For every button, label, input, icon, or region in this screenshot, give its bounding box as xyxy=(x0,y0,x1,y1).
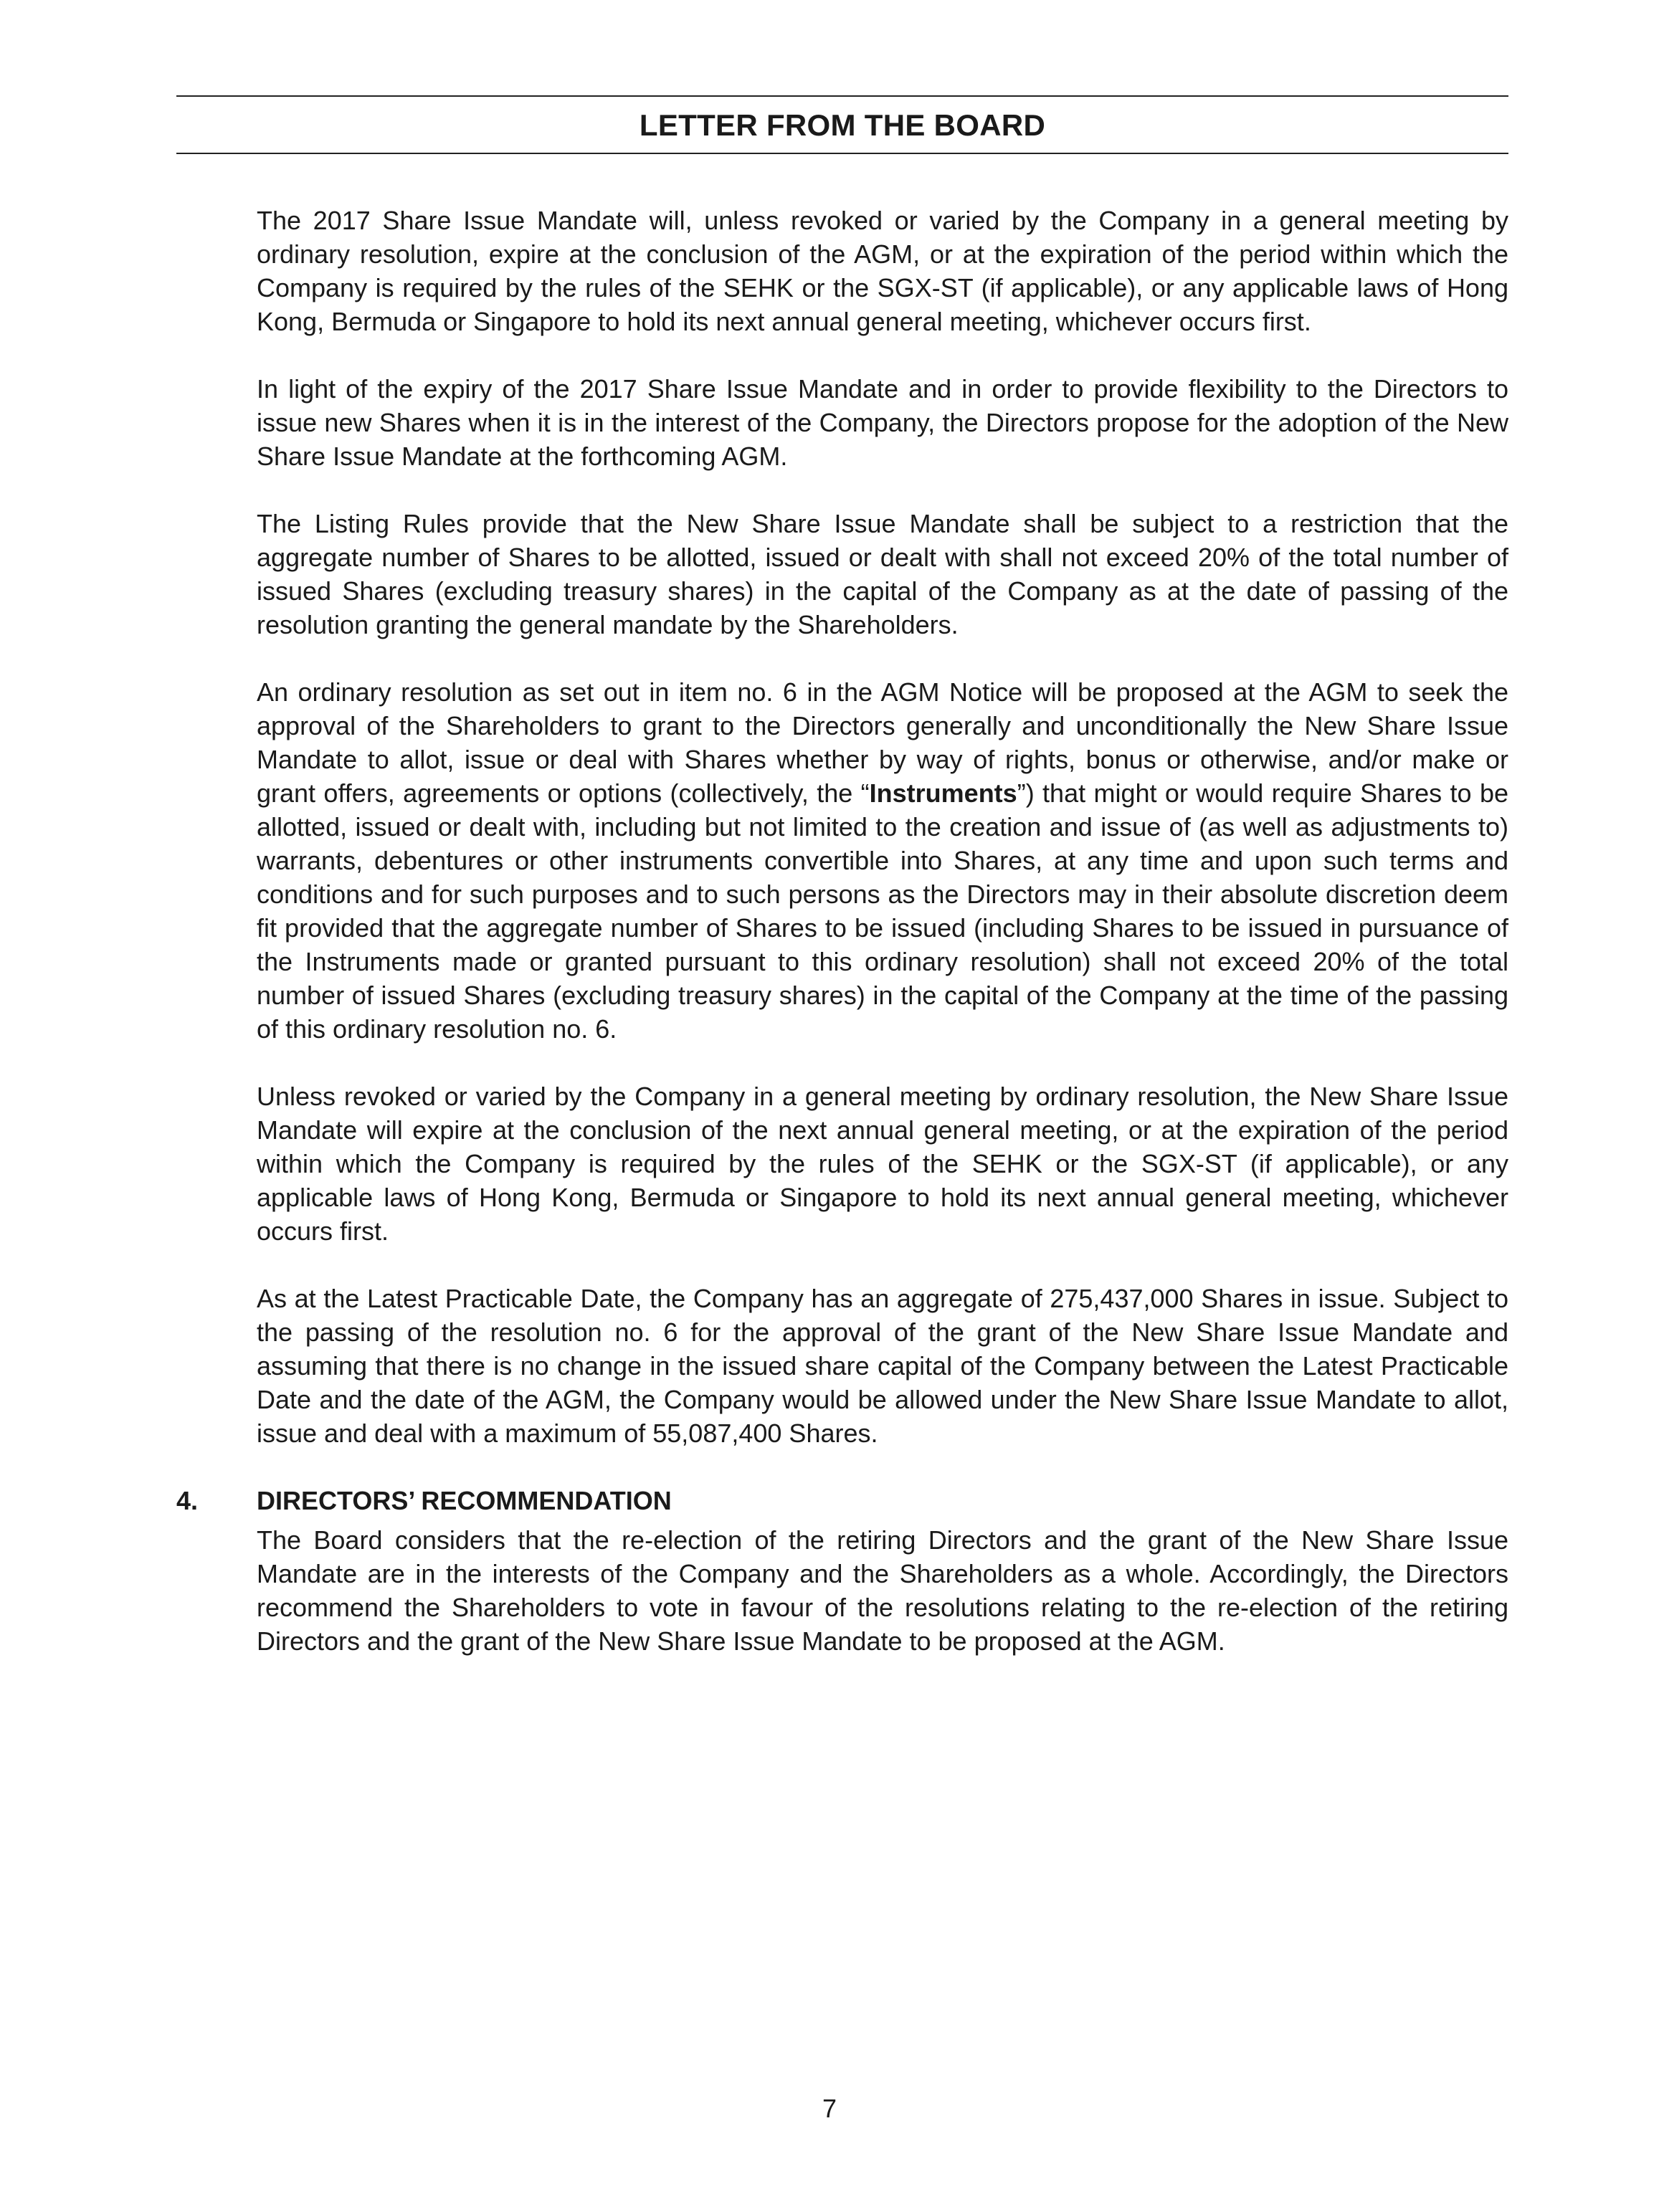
resolution-text-after: ”) that might or would require Shares to be allotted, issued or dealt with, including but not limited to the creation and issue of (as well as adjustments to) warrants, debentures or other instruments convertible into Shares, at any time and upon such terms and conditions and for such purposes and to such persons as the Directors may in their absolute discretion deem fit provided that the aggregate number of Shares to be issued (including Shares to be issued in pursuance of the Instruments made or granted pursuant to this ordinary resolution) shall not exceed 20% of the total number of issued Shares (excluding treasury shares) in the capital of the Company at the time of the passing of this ordinary resolution no. 6. xyxy=(257,778,1508,1044)
paragraph-ordinary-resolution xyxy=(257,675,1508,1046)
letter-body xyxy=(176,204,1508,1692)
page-number: 7 xyxy=(822,2094,837,2123)
section-number: 4. xyxy=(176,1486,199,1515)
page-title: LETTER FROM THE BOARD xyxy=(639,108,1046,142)
paragraph-new-mandate-proposal: In light of the expiry of the 2017 Share Issue Mandate and in order to provide flexibility to the Directors to issue new Shares when it is in the interest of the Company, the Directors propose for the adoption of the New Share Issue Mandate at the forthcoming AGM. xyxy=(257,374,1508,471)
paragraph-mandate-expiry: The 2017 Share Issue Mandate will, unless revoked or varied by the Company in a general meeting by ordinary resolution, expire at the conclusion of the AGM, or at the expiration of the period within which the Company is required by the rules of the SEHK or the SGX-ST (if applicable), or any applicable laws of Hong Kong, Bermuda or Singapore to hold its next annual general meeting, whichever occurs first. xyxy=(257,206,1508,336)
resolution-text-before: An ordinary resolution as set out in item no. 6 in the AGM Notice will be proposed at the AGM to seek the approval of the Shareholders to grant to the Directors generally and unconditionally the New Share Issue Mandate to allot, issue or deal with Shares whether by way of rights, bonus or otherwise, and/or make or grant offers, agreements or options (collectively, the “ xyxy=(257,677,1508,808)
section-directors-recommendation xyxy=(176,1484,1508,1658)
paragraph-new-mandate-expiry: Unless revoked or varied by the Company in a general meeting by ordinary resolution, the New Share Issue Mandate will expire at the conclusion of the next annual general meeting, or at the expiration of the period within which the Company is required by the rules of the SEHK or the SGX-ST (if applicable), or any applicable laws of Hong Kong, Bermuda or Singapore to hold its next annual general meeting, whichever occurs first. xyxy=(257,1082,1508,1246)
header-rule-bottom xyxy=(176,153,1508,154)
paragraph-share-capital: As at the Latest Practicable Date, the Company has an aggregate of 275,437,000 Shares in issue. Subject to the passing of the resolution no. 6 for the approval of the grant of the New Share Issue Mandate and assuming that there is no change in the issued share capital of the Company between the Latest Practicable Date and the date of the AGM, the Company would be allowed under the New Share Issue Mandate to allot, issue and deal with a maximum of 55,087,400 Shares. xyxy=(257,1284,1508,1448)
section-title: DIRECTORS’ RECOMMENDATION xyxy=(257,1486,672,1515)
paragraph-listing-rules: The Listing Rules provide that the New Share Issue Mandate shall be subject to a restriction that the aggregate number of Shares to be allotted, issued or dealt with shall not exceed 20% of the total number of issued Shares (excluding treasury shares) in the capital of the Company as at the date of passing of the resolution granting the general mandate by the Shareholders. xyxy=(257,509,1508,639)
instruments-term: Instruments xyxy=(869,778,1017,808)
section-heading xyxy=(176,1484,1508,1517)
paragraph-recommendation: The Board considers that the re-election of the retiring Directors and the grant of the New Share Issue Mandate are in the interests of the Company and the Shareholders as a whole. Accordingly, the Directors recommend the Shareholders to vote in favour of the resolutions relating to the re-election of the retiring Directors and the grant of the New Share Issue Mandate to be proposed at the AGM. xyxy=(257,1525,1508,1656)
header-rule-top xyxy=(176,95,1508,97)
